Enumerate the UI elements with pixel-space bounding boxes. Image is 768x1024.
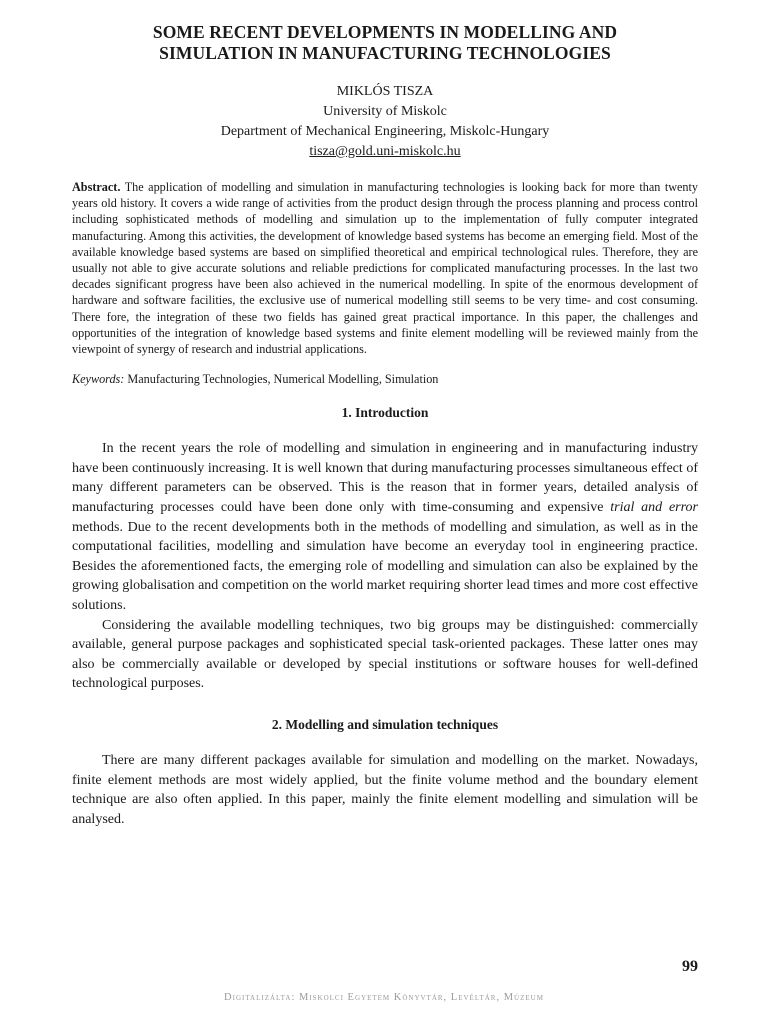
techniques-paragraph-1: There are many different packages available for simulation and modelling on the market. Nowadays, finite element methods are most widely applied, but the finite volume method and the boundary element technique are also often applied. In this paper, mainly the finite element modelling and simulation will be analysed.	[72, 752, 698, 827]
keywords-text: Manufacturing Technologies, Numerical Modelling, Simulation	[127, 372, 439, 387]
affiliation: University of Miskolc	[323, 104, 447, 119]
paragraph-text: methods. Due to the recent developments both in the methods of modelling and simulation, as well as in the computational facilities, modelling and simulation have become an everyday tool in engineering practice. Besides the aforementioned facts, the emerging role of modelling and simulation can also be explained by the growing globalisation and competition on the world market requiring shorter lead times and more cost effective solutions.	[72, 519, 698, 613]
paper-title	[72, 22, 698, 64]
abstract-text: The application of modelling and simulation in manufacturing technologies is looking back for more than twenty years old history. It covers a wide range of activities from the product design through the process planning and process control including sophisticated methods of modelling and simulation up to the implementation of fully computer integrated manufacturing. Among this activities, the development of knowledge based systems has become an emerging field. Most of the available knowledge based systems are based on simplified theoretical and empirical technological rules. Therefore, they are usually not able to give accurate solutions and reliable predictions for complicated manufacturing processes. In the last two decades significant progress have been also achieved in the numerical modelling. In spite of the enormous development of hardware and software facilities, the exclusive use of numerical modelling still seems to be very time- and cost consuming. There fore, the integration of these two fields has gained great practical importance. In this paper, the challenges and opportunities of the integration of knowledge based systems and finite element modelling will be reviewed mainly from the viewpoint of synergy of research and industrial applications.	[72, 180, 698, 357]
introduction-paragraph-1	[72, 439, 698, 615]
introduction-paragraph-2: Considering the available modelling techniques, two big groups may be distinguished: commercially available, general purpose packages and sophisticated special task-oriented packages. These latter ones may also be commercially available or developed by special institutions or software houses for well-defined technological purposes.	[72, 617, 698, 692]
section-heading-techniques: 2. Modelling and simulation techniques	[271, 716, 499, 732]
title-line-1: SOME RECENT DEVELOPMENTS IN MODELLING AND	[152, 22, 618, 42]
department: Department of Mechanical Engineering, Miskolc-Hungary	[220, 124, 550, 139]
author-email[interactable]: tisza@gold.uni-miskolc.hu	[309, 144, 461, 159]
keywords	[72, 371, 698, 387]
abstract	[72, 179, 698, 357]
keywords-label: Keywords:	[72, 372, 125, 387]
title-line-2: SIMULATION IN MANUFACTURING TECHNOLOGIES	[159, 43, 611, 63]
author-name: MIKLÓS TISZA	[336, 84, 434, 99]
author-block	[72, 82, 698, 162]
paper-page	[72, 22, 698, 829]
paragraph-text: In the recent years the role of modelling and simulation in engineering and in manufacturing industry have been continuously increasing. It is well known that during manufacturing processes simultaneous effect of many different parameters can be observed. This is the reason that in former years, detailed analysis of manufacturing processes could have been done only with time-consuming and expensive	[72, 441, 698, 516]
emphasis-text: trial and error	[610, 500, 698, 516]
section-heading-introduction: 1. Introduction	[341, 405, 429, 421]
page-number: 99	[682, 958, 698, 975]
digitization-footer: Digitalizálta: Miskolci Egyetem Könyvtár, Levéltár, Múzeum	[224, 992, 544, 1003]
abstract-label: Abstract.	[72, 180, 121, 194]
